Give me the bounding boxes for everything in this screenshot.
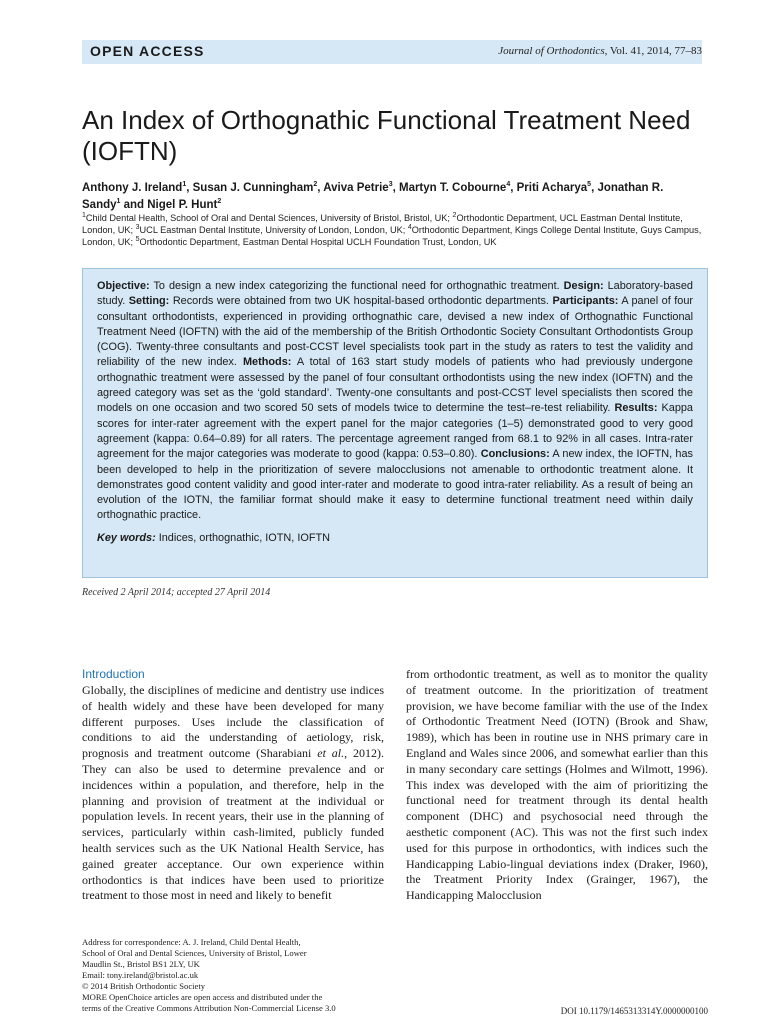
author-affiliation-marker: 1 xyxy=(182,181,187,189)
abstract-participants: A panel of four consultant orthodontists, experienced in providing orthognathic care, devised a new index of Orthognathic Functional Treatment Need (IOFTN) with the aid of the membership of the British Orthodontic Society Consultant Orthodontists Group (COG). Twenty-three consultants and post-CCST level specialists took part in the study as raters to test the validity and reliability of the new index. xyxy=(97,295,693,369)
affiliation-text: UCL Eastman Dental Institute, University of London, London, UK; xyxy=(139,225,408,235)
affiliation-marker: 2 xyxy=(452,211,457,219)
body-column-right xyxy=(406,667,708,904)
abstract-text xyxy=(97,279,693,524)
affiliation-text: Orthodontic Department, Kings College Dental Institute, Guys Campus, London, UK; xyxy=(82,225,702,247)
journal-name: Journal of Orthodontics xyxy=(498,45,605,57)
article-title: An Index of Orthognathic Functional Treatment Need (IOFTN) xyxy=(82,105,691,166)
affiliation-marker: 4 xyxy=(407,223,412,231)
author-affiliation-marker: 1 xyxy=(116,198,121,206)
open-access-banner xyxy=(82,40,702,64)
abstract-box xyxy=(82,268,708,578)
abstract-objective-label: Objective: xyxy=(97,280,150,292)
author-affiliation-marker: 2 xyxy=(217,198,222,206)
author-affiliation-marker: 4 xyxy=(506,181,511,189)
affiliation-marker: 5 xyxy=(135,235,140,243)
footnote-license: terms of the Creative Commons Attribution Non-Commercial License 3.0 xyxy=(82,1003,336,1013)
abstract-conclusions-label: Conclusions: xyxy=(480,448,550,461)
abstract-objective: To design a new index categorizing the functional need for orthognathic treatment. xyxy=(149,280,564,292)
abstract-setting-label: Setting: xyxy=(128,295,170,308)
received-date: Received 2 April 2014; accepted 27 April 2014 xyxy=(82,587,271,598)
abstract-results-label: Results: xyxy=(614,402,658,415)
abstract-participants-label: Participants: xyxy=(552,295,619,308)
footnote-copyright: © 2014 British Orthodontic Society xyxy=(82,981,206,991)
author-name: Anthony J. Ireland xyxy=(82,182,183,194)
paragraph-text: , 2012). They can also be used to determine prevalence and or incidences within a population, and therefore, help in the planning and provision of treatment at the individual or population levels. In recent years, their use in the planning of services, particularly within cash-limited, publicly funded health services such as the UK National Health Service, has gained greater acceptance. Our own experience within orthodontics is that indices have been used to prioritize treatment to those most in need and likely to benefit xyxy=(82,746,384,903)
footnote-line: School of Oral and Dental Sciences, University of Bristol, Lower xyxy=(82,948,307,958)
author-list xyxy=(82,180,702,214)
keywords-list: Indices, orthognathic, IOTN, IOFTN xyxy=(155,531,331,544)
doi: DOI 10.1179/1465313314Y.0000000100 xyxy=(560,1006,708,1016)
affiliations xyxy=(82,212,707,248)
paragraph-text: Globally, the disciplines of medicine and dentistry use indices of health widely and these have been developed for many different purposes. Uses include the classification of conditions to aid the understanding of aetiology, risk, prognosis and treatment outcome (Sharabiani xyxy=(82,683,384,761)
abstract-methods-label: Methods: xyxy=(242,356,292,369)
citation-etal: et al. xyxy=(317,746,345,761)
introduction-paragraph xyxy=(82,683,384,904)
abstract-results: Kappa scores for inter-rater agreement with the expert panel for the major categories (1–5) demonstrated good to very good agreement (kappa: 0.64–0.89) for all raters. The percentage agreement ranged from 68.1 to 92% in all cases. Intra-rater agreement for the major categories was moderate to good (kappa: 0.53–0.80). xyxy=(97,402,693,461)
author-name: , Priti Acharya xyxy=(510,182,588,194)
body-column-left xyxy=(82,667,384,904)
abstract-methods: A total of 163 start study models of patients who had previously undergone orthognathic treatment were assessed by the panel of four consultant orthodontists using the new index (IOFTN) and the agreed category was set as the ‘gold standard’. Twenty-one consultants and post-CCST level specialists then scored the models on one occasion and two scored 50 sets of models twice to determine the test–re-test reliability. xyxy=(97,356,693,415)
author-affiliation-marker: 2 xyxy=(313,181,318,189)
footnote-license: MORE OpenChoice articles are open access and distributed under the xyxy=(82,992,323,1002)
affiliation-text: Child Dental Health, School of Oral and Dental Sciences, University of Bristol, Bristol, UK; xyxy=(85,213,453,223)
author-affiliation-marker: 5 xyxy=(587,181,592,189)
open-access-label: OPEN ACCESS xyxy=(90,43,205,59)
keywords xyxy=(97,531,693,546)
journal-citation xyxy=(498,45,702,57)
introduction-paragraph-continued: from orthodontic treatment, as well as to monitor the quality of treatment outcome. In the prioritization of treatment provision, we have become familiar with the use of the Index of Orthodontic Treatment Need (IOTN) (Brook and Shaw, 1989), which has been in routine use in NHS primary care in England and Wales since 2006, and somewhat earlier than this in many secondary care settings (Holmes and Wilmott, 1996). This index was developed with the aim of prioritizing the functional need for treatment through its dental health component (DHC) and psychosocial need through the aesthetic component (AC). This was not the first such index used for this purpose in orthodontics, with indices such the Handicapping Labio-lingual deviations index (Draker, I960), the Treatment Priority Index (Grainger, 1967), the Handicapping Malocclusion xyxy=(406,667,708,903)
affiliation-text: Orthodontic Department, UCL Eastman Dental Institute, London, UK; xyxy=(82,213,683,235)
author-name: , Martyn T. Cobourne xyxy=(392,182,507,194)
footnote-email: Email: tony.ireland@bristol.ac.uk xyxy=(82,970,199,980)
affiliation-text: Orthodontic Department, Eastman Dental Hospital UCLH Foundation Trust, London, UK xyxy=(139,237,497,247)
journal-volume: , Vol. 41, 2014, 77–83 xyxy=(604,45,702,57)
affiliation-marker: 1 xyxy=(82,211,86,219)
correspondence-footnote xyxy=(82,937,402,1014)
author-name: and Nigel P. Hunt xyxy=(120,199,218,211)
author-affiliation-marker: 3 xyxy=(388,181,393,189)
affiliation-marker: 3 xyxy=(135,223,140,231)
abstract-setting: Records were obtained from two UK hospital-based orthodontic departments. xyxy=(169,295,553,308)
footnote-line: Maudlin St., Bristol BS1 2LY, UK xyxy=(82,959,200,969)
keywords-label: Key words: xyxy=(97,531,156,544)
section-heading-introduction: Introduction xyxy=(82,667,145,681)
abstract-design: Laboratory-based study. xyxy=(97,280,693,308)
author-name: , Jonathan R. Sandy xyxy=(82,182,664,211)
abstract-design-label: Design: xyxy=(563,280,604,292)
author-name: , Susan J. Cunningham xyxy=(186,182,314,194)
footnote-line: Address for correspondence: A. J. Ireland, Child Dental Health, xyxy=(82,937,301,947)
abstract-conclusions: A new index, the IOFTN, has been developed to help in the prioritization of severe malocclusions not amenable to orthodontic treatment alone. It demonstrates good content validity and good inter-rater and moderate to good intra-rater reliability. As a result of being an evolution of the IOTN, the familiar format should make it easy to determine functional treatment need within daily orthognathic practice. xyxy=(97,448,693,522)
author-name: , Aviva Petrie xyxy=(317,182,389,194)
